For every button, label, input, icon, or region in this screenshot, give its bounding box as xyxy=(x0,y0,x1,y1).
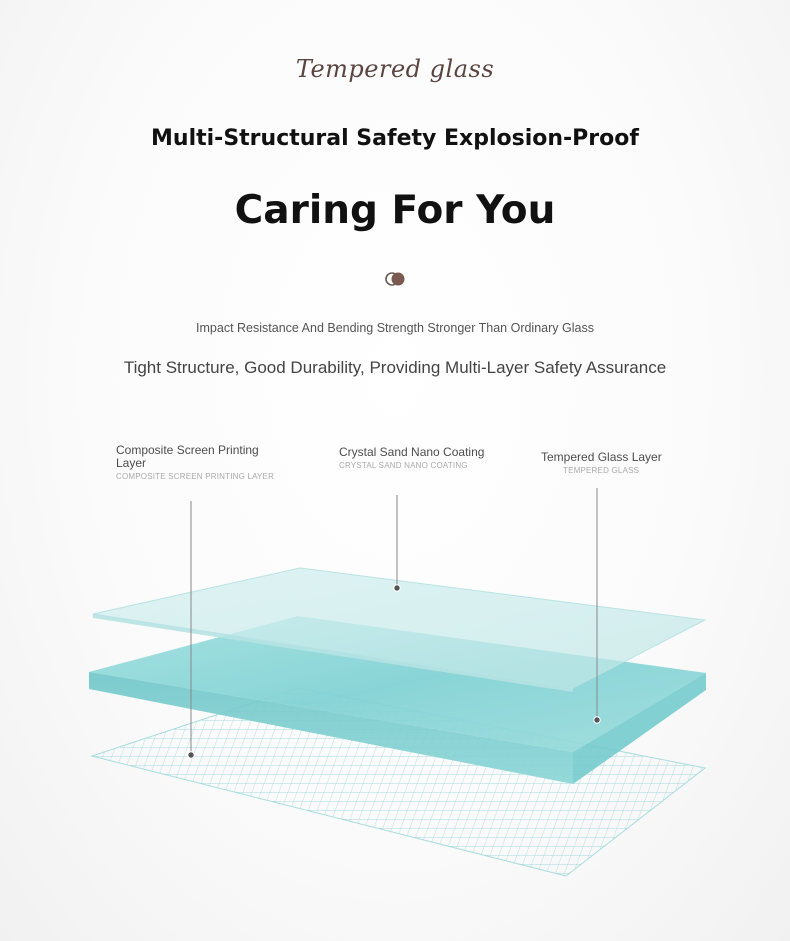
subtitle: Multi-Structural Safety Explosion-Proof xyxy=(151,126,639,151)
callout-crystal-sand-nano xyxy=(339,446,489,470)
script-title: Tempered glass xyxy=(295,55,495,83)
callout-tempered-glass xyxy=(541,451,681,475)
tagline-structure: Tight Structure, Good Durability, Providing Multi-Layer Safety Assurance xyxy=(123,358,667,377)
main-title: Caring For You xyxy=(234,188,556,233)
tagline-impact: Impact Resistance And Bending Strength Stronger Than Ordinary Glass xyxy=(196,321,594,335)
layer-subtitle: CRYSTAL SAND NANO COATING xyxy=(339,461,468,470)
layer-subtitle: COMPOSITE SCREEN PRINTING LAYER xyxy=(116,472,275,481)
layer-name: Tempered Glass Layer xyxy=(541,450,662,464)
layer-name: Composite Screen Printing Layer xyxy=(116,443,259,470)
callout-composite-screen-printing xyxy=(116,444,276,481)
layer-name: Crystal Sand Nano Coating xyxy=(339,445,485,459)
layer-subtitle: TEMPERED GLASS xyxy=(563,466,640,475)
